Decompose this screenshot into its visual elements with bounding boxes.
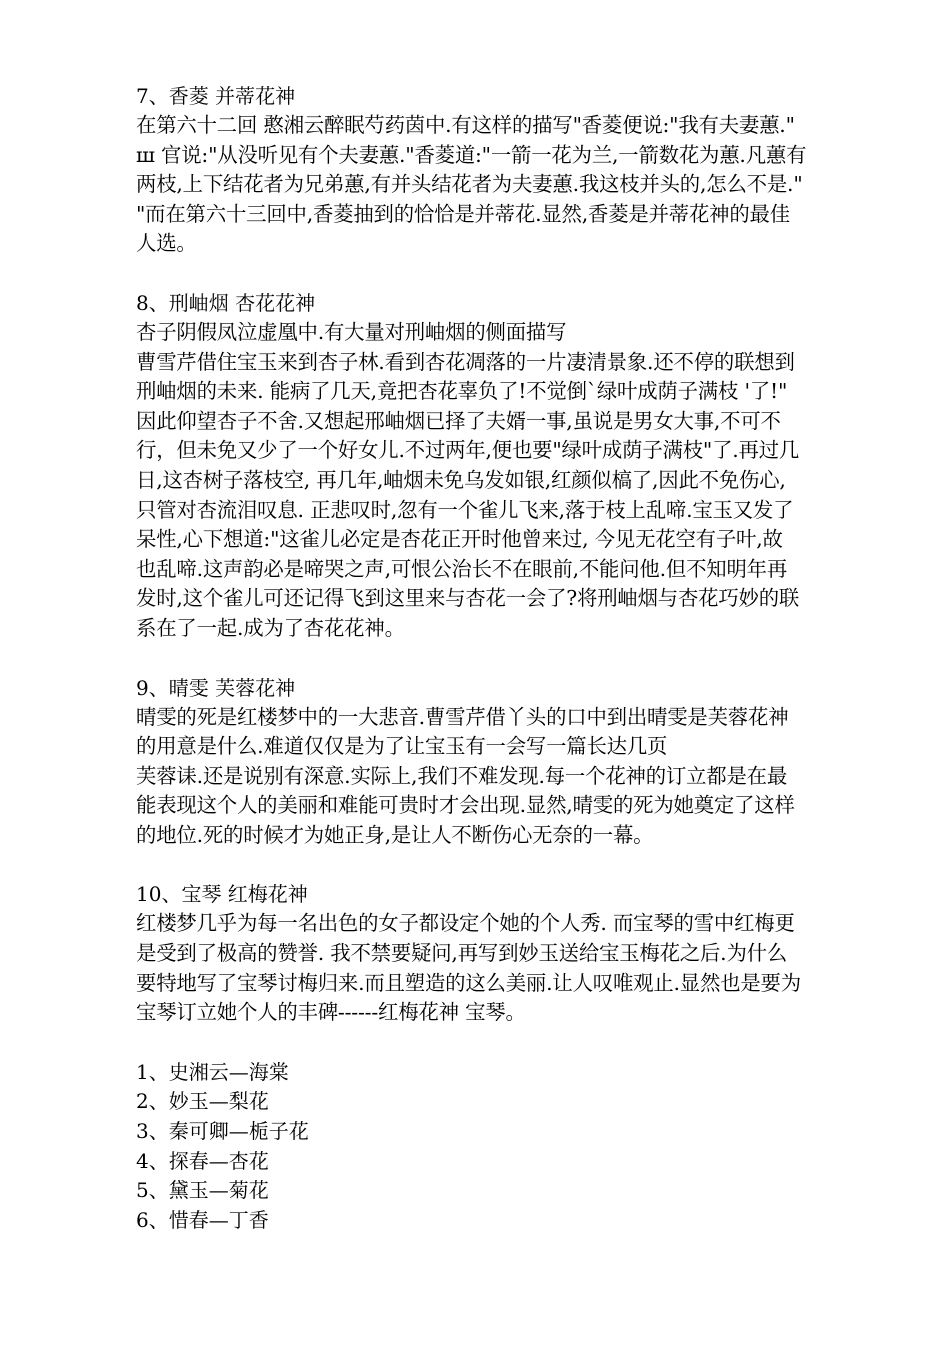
paragraph-line: 因此仰望杏子不舍.又想起邢岫烟已择了夫婿一事,虽说是男女大事,不可不 [136, 408, 781, 433]
section-xingxiuyan [136, 289, 896, 644]
paragraph-line: 是受到了极高的赞誉. 我不禁要疑问,再写到妙玉送给宝玉梅花之后.为什么 [136, 941, 788, 966]
paragraph-line: 宝琴订立她个人的丰碑------红梅花神 宝琴。 [136, 1000, 526, 1025]
list-item: 4、探春—杏花 [136, 1148, 269, 1173]
paragraph-line: 红楼梦几乎为每一名出色的女子都设定个她的个人秀. 而宝琴的雪中红梅更 [136, 911, 795, 936]
document-page [136, 82, 896, 1265]
list-item: 2、妙玉—梨花 [136, 1089, 269, 1114]
paragraph-line: 也乱啼.这声韵必是啼哭之声,可恨公治长不在眼前,不能问他.但不知明年再 [136, 556, 788, 581]
paragraph-line: ш 官说:"从没听见有个夫妻蕙."香菱道:"一箭一花为兰,一箭数花为蕙.凡蕙有 [136, 142, 807, 167]
paragraph-line: 芙蓉诔.还是说别有深意.实际上,我们不难发现.每一个花神的订立都是在最 [136, 763, 788, 788]
list-item: 3、秦可卿—栀子花 [136, 1119, 309, 1144]
paragraph-line: 杏子阴假凤泣虚凰中.有大量对刑岫烟的侧面描写 [136, 319, 567, 344]
paragraph-line: 曹雪芹借住宝玉来到杏子林.看到杏花凋落的一片凄清景象.还不停的联想到 [136, 349, 795, 374]
paragraph-line: 系在了一起.成为了杏花花神。 [136, 615, 405, 640]
paragraph-line: 要特地写了宝琴讨梅归来.而且塑造的这么美丽.让人叹唯观止.显然也是要为 [136, 970, 801, 995]
paragraph-line: 只管对杏流泪叹息. 正悲叹时,忽有一个雀儿飞来,落于枝上乱啼.宝玉又发了 [136, 497, 794, 522]
section-heading: 8、刑岫烟 杏花花神 [136, 290, 316, 315]
section-heading: 10、宝琴 红梅花神 [136, 882, 308, 907]
paragraph-line: 的地位.死的时候才为她正身,是让人不断伤心无奈的一幕。 [136, 822, 654, 847]
paragraph-line: 两枝,上下结花者为兄弟蕙,有并头结花者为夫妻蕙.我这枝并头的,怎么不是." [136, 172, 803, 197]
list-item: 5、黛玉—菊花 [136, 1178, 269, 1203]
paragraph-line: 的用意是什么.难道仅仅是为了让宝玉有一会写一篇长达几页 [136, 734, 668, 759]
paragraph-line: 日,这杏树子落枝空, 再几年,岫烟未免乌发如银,红颜似槁了,因此不免伤心, [136, 467, 786, 492]
paragraph-line: 刑岫烟的未来. 能病了几天,竟把杏花辜负了!不觉倒`绿叶成荫子满枝 '了!" [136, 379, 788, 404]
paragraph-line: 晴雯的死是红楼梦中的一大悲音.曹雪芹借丫头的口中到出晴雯是芙蓉花神 [136, 704, 789, 729]
list-item: 6、惜春—丁香 [136, 1207, 269, 1232]
section-xiangling [136, 82, 896, 259]
section-heading: 7、香菱 并蒂花神 [136, 84, 296, 108]
section-heading: 9、晴雯 芙蓉花神 [136, 675, 296, 700]
paragraph-line: 行，但未免又少了一个好女儿.不过两年,便也要"绿叶成荫子满枝"了.再过几 [136, 438, 800, 463]
flower-list [136, 1058, 896, 1236]
list-item: 1、史湘云—海棠 [136, 1059, 289, 1084]
section-qingwen [136, 674, 896, 851]
paragraph-line: 人选。 [136, 231, 197, 256]
paragraph-line: "而在第六十三回中,香菱抽到的恰恰是并蒂花.显然,香菱是并蒂花神的最佳 [136, 201, 790, 226]
paragraph-line: 发时,这个雀儿可还记得飞到这里来与杏花一会了?将刑岫烟与杏花巧妙的联 [136, 586, 800, 611]
section-baoqin [136, 880, 896, 1027]
paragraph-line: 能表现这个人的美丽和难能可贵时才会出现.显然,晴雯的死为她奠定了这样 [136, 793, 795, 818]
paragraph-line: 呆性,心下想道:"这雀儿必定是杏花正开时他曾来过, 今见无花空有子叶,故 [136, 527, 783, 552]
paragraph-line: 在第六十二回 憨湘云醉眠芍药茵中.有这样的描写"香菱便说:"我有夫妻蕙." [136, 113, 795, 137]
